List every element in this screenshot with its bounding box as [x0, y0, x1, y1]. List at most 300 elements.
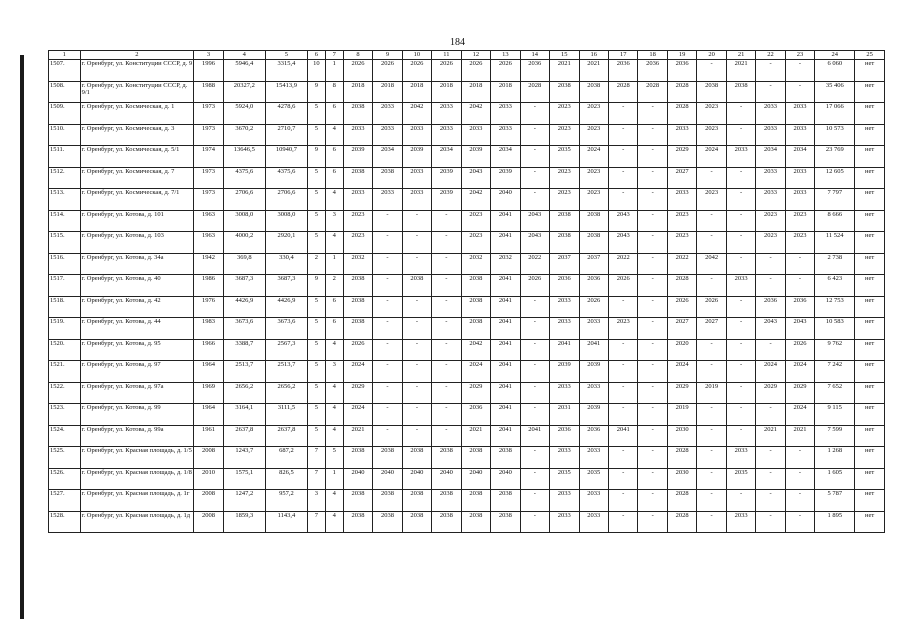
data-cell: 2018 [373, 81, 402, 103]
data-cell: 2026 [373, 60, 402, 82]
data-cell: 5 [307, 318, 325, 340]
data-cell: 2038 [402, 275, 431, 297]
data-cell: 687,2 [265, 447, 307, 469]
data-cell: 7 [307, 468, 325, 490]
data-cell: 2038 [432, 447, 461, 469]
data-cell: 2028 [667, 103, 696, 125]
data-cell: - [520, 490, 549, 512]
data-cell: 2018 [491, 81, 520, 103]
data-cell: - [520, 339, 549, 361]
data-cell: 4 [325, 425, 343, 447]
data-cell: 2018 [402, 81, 431, 103]
table-row [49, 490, 885, 512]
data-cell: 2043 [520, 210, 549, 232]
data-cell: 2024 [461, 361, 490, 383]
data-cell: 1143,4 [265, 511, 307, 533]
data-cell: 2024 [697, 146, 726, 168]
data-cell: 2029 [461, 382, 490, 404]
data-cell: 3008,0 [265, 210, 307, 232]
data-cell: 2008 [194, 511, 223, 533]
data-cell: - [432, 404, 461, 426]
data-cell: 4278,6 [265, 103, 307, 125]
data-cell: 2023 [697, 103, 726, 125]
data-cell: 2033 [726, 447, 755, 469]
data-cell: 2038 [726, 81, 755, 103]
data-cell: 2019 [667, 404, 696, 426]
data-cell: - [520, 447, 549, 469]
data-cell: 1973 [194, 124, 223, 146]
column-header-cell: 10 [402, 51, 431, 60]
data-cell: 2042 [697, 253, 726, 275]
data-cell: - [726, 425, 755, 447]
data-cell: - [726, 253, 755, 275]
column-header-cell: 1 [49, 51, 81, 60]
housing-register-table [48, 50, 885, 533]
data-cell: - [608, 339, 637, 361]
data-cell: 2036 [785, 296, 814, 318]
row-number-cell: 1518. [49, 296, 81, 318]
data-cell: 2021 [756, 425, 785, 447]
data-cell: 2024 [579, 146, 608, 168]
data-cell: 2023 [667, 232, 696, 254]
data-cell: - [402, 361, 431, 383]
data-cell: 2038 [402, 447, 431, 469]
data-cell: 1966 [194, 339, 223, 361]
data-cell: 2033 [785, 167, 814, 189]
data-cell: 2038 [402, 511, 431, 533]
data-cell: - [373, 361, 402, 383]
data-cell: 2023 [343, 210, 372, 232]
data-cell: - [697, 210, 726, 232]
data-cell: 7 599 [815, 425, 855, 447]
data-cell: 2024 [756, 361, 785, 383]
data-cell: 2038 [461, 275, 490, 297]
data-cell: 2033 [432, 124, 461, 146]
data-cell: - [638, 146, 667, 168]
column-header-cell: 3 [194, 51, 223, 60]
column-header-cell: 9 [373, 51, 402, 60]
data-cell: 330,4 [265, 253, 307, 275]
data-cell: 7 [307, 447, 325, 469]
data-cell: 2041 [491, 339, 520, 361]
data-cell: 2021 [785, 425, 814, 447]
data-cell: 6 [325, 167, 343, 189]
address-cell: г. Оренбург, ул. Котова, д. 42 [80, 296, 194, 318]
data-cell: 12 753 [815, 296, 855, 318]
data-cell: 2038 [343, 447, 372, 469]
column-header-cell: 16 [579, 51, 608, 60]
data-cell: - [638, 189, 667, 211]
data-cell: 3687,3 [223, 275, 265, 297]
data-cell: 2027 [667, 167, 696, 189]
data-cell: 2019 [697, 382, 726, 404]
data-cell: 2920,1 [265, 232, 307, 254]
data-cell: 2042 [461, 103, 490, 125]
data-cell: 5 787 [815, 490, 855, 512]
data-cell: 4426,9 [265, 296, 307, 318]
data-cell: - [520, 296, 549, 318]
data-cell: 2022 [520, 253, 549, 275]
data-cell: - [608, 511, 637, 533]
data-cell: - [402, 210, 431, 232]
data-cell: 2 738 [815, 253, 855, 275]
data-cell: 2033 [373, 189, 402, 211]
data-cell: - [697, 425, 726, 447]
data-cell: 2038 [343, 318, 372, 340]
data-cell: - [638, 425, 667, 447]
data-cell: 2024 [785, 361, 814, 383]
data-cell: - [520, 511, 549, 533]
row-number-cell: 1514. [49, 210, 81, 232]
data-cell: 2033 [667, 124, 696, 146]
data-cell: - [785, 275, 814, 297]
row-number-cell: 1510. [49, 124, 81, 146]
data-cell: 2031 [550, 404, 579, 426]
data-cell: - [785, 81, 814, 103]
data-cell: 2033 [373, 103, 402, 125]
data-cell: 7 [307, 511, 325, 533]
data-cell: - [726, 296, 755, 318]
data-cell: 2038 [343, 490, 372, 512]
data-cell: - [726, 339, 755, 361]
data-cell: 1 [325, 253, 343, 275]
data-cell: - [373, 382, 402, 404]
column-header-cell: 20 [697, 51, 726, 60]
address-cell: г. Оренбург, ул. Котова, д. 95 [80, 339, 194, 361]
data-cell: 2023 [550, 167, 579, 189]
data-cell: 2033 [667, 189, 696, 211]
table-row [49, 425, 885, 447]
data-cell: - [432, 318, 461, 340]
table-row [49, 210, 885, 232]
data-cell: 1 895 [815, 511, 855, 533]
data-cell: 3687,3 [265, 275, 307, 297]
data-cell: 2041 [491, 318, 520, 340]
data-cell: 4 [325, 404, 343, 426]
data-cell: 2018 [461, 81, 490, 103]
data-cell: - [402, 296, 431, 318]
data-cell: 2010 [194, 468, 223, 490]
data-cell: 2041 [520, 425, 549, 447]
data-cell: - [756, 60, 785, 82]
data-cell: 11 524 [815, 232, 855, 254]
data-cell: 2038 [697, 81, 726, 103]
data-cell: 2637,8 [223, 425, 265, 447]
data-cell: - [520, 382, 549, 404]
data-cell: 2029 [667, 146, 696, 168]
data-cell: - [726, 361, 755, 383]
data-cell: - [697, 404, 726, 426]
data-cell: 1859,3 [223, 511, 265, 533]
data-cell: 2033 [550, 447, 579, 469]
data-cell: 1575,1 [223, 468, 265, 490]
data-cell: 2023 [461, 232, 490, 254]
data-cell: 10 [307, 60, 325, 82]
data-cell: 2513,7 [223, 361, 265, 383]
data-cell: 2033 [785, 103, 814, 125]
table-row [49, 189, 885, 211]
data-cell: 2033 [579, 382, 608, 404]
data-cell: 2028 [667, 511, 696, 533]
data-cell: - [608, 468, 637, 490]
data-cell: нет [855, 275, 885, 297]
data-cell: 2033 [550, 296, 579, 318]
data-cell: 7 652 [815, 382, 855, 404]
data-cell: 5 [307, 232, 325, 254]
data-cell: 2033 [461, 124, 490, 146]
data-cell: 2038 [343, 167, 372, 189]
data-cell: 2033 [432, 103, 461, 125]
data-cell: 2036 [461, 404, 490, 426]
column-header-cell: 17 [608, 51, 637, 60]
address-cell: г. Оренбург, ул. Красная площадь, д. 1г [80, 490, 194, 512]
column-header-cell: 21 [726, 51, 755, 60]
data-cell: 1973 [194, 103, 223, 125]
data-cell: 4 [325, 511, 343, 533]
data-cell: - [373, 253, 402, 275]
column-header-cell: 14 [520, 51, 549, 60]
data-cell: 1 [325, 468, 343, 490]
data-cell: - [432, 253, 461, 275]
data-cell: - [432, 296, 461, 318]
data-cell: 9 [307, 146, 325, 168]
column-header-cell: 19 [667, 51, 696, 60]
data-cell: 4 [325, 232, 343, 254]
row-number-cell: 1508. [49, 81, 81, 103]
data-cell: 5 [307, 425, 325, 447]
data-cell: 2033 [756, 103, 785, 125]
data-cell: - [520, 124, 549, 146]
data-cell: - [756, 81, 785, 103]
address-cell: г. Оренбург, ул. Космическая, д. 3 [80, 124, 194, 146]
data-cell: 2038 [373, 447, 402, 469]
data-cell: - [520, 146, 549, 168]
data-cell: 369,8 [223, 253, 265, 275]
column-header-cell: 24 [815, 51, 855, 60]
data-cell: 2029 [785, 382, 814, 404]
data-cell: 2041 [491, 232, 520, 254]
data-cell: 5 [307, 382, 325, 404]
data-cell: 2027 [697, 318, 726, 340]
data-cell: 2033 [491, 124, 520, 146]
data-cell: 3 [325, 210, 343, 232]
data-cell: 2023 [697, 189, 726, 211]
data-cell: 2040 [461, 468, 490, 490]
data-cell: 2038 [579, 210, 608, 232]
data-cell: - [638, 167, 667, 189]
data-cell: 2030 [667, 425, 696, 447]
data-cell: нет [855, 103, 885, 125]
data-cell: 2038 [373, 167, 402, 189]
data-cell: 2656,2 [265, 382, 307, 404]
data-cell: 2038 [373, 511, 402, 533]
table-row [49, 167, 885, 189]
data-cell: 5 [307, 189, 325, 211]
data-cell: нет [855, 425, 885, 447]
data-cell: нет [855, 60, 885, 82]
data-cell: 2023 [667, 210, 696, 232]
table-row [49, 146, 885, 168]
column-header-cell: 23 [785, 51, 814, 60]
address-cell: г. Оренбург, ул. Котова, д. 97а [80, 382, 194, 404]
row-number-cell: 1519. [49, 318, 81, 340]
data-cell: нет [855, 511, 885, 533]
data-cell: 2043 [608, 210, 637, 232]
data-cell: - [785, 468, 814, 490]
data-cell: - [726, 103, 755, 125]
data-cell: 2026 [491, 60, 520, 82]
data-cell: 3164,1 [223, 404, 265, 426]
address-cell: г. Оренбург, ул. Котова, д. 101 [80, 210, 194, 232]
data-cell: 2036 [550, 275, 579, 297]
column-header-cell: 11 [432, 51, 461, 60]
address-cell: г. Оренбург, ул. Космическая, д. 7 [80, 167, 194, 189]
data-cell: - [697, 339, 726, 361]
data-cell: - [520, 404, 549, 426]
table-row [49, 60, 885, 82]
data-cell: 4 [325, 490, 343, 512]
data-cell: - [638, 124, 667, 146]
data-cell: 2038 [461, 296, 490, 318]
data-cell: - [638, 511, 667, 533]
data-cell: 2034 [491, 146, 520, 168]
data-cell: 6 423 [815, 275, 855, 297]
data-cell: 2029 [667, 382, 696, 404]
data-cell: 7 242 [815, 361, 855, 383]
data-cell: 2038 [373, 490, 402, 512]
data-cell: 2038 [579, 232, 608, 254]
table-row [49, 296, 885, 318]
row-number-cell: 1525. [49, 447, 81, 469]
table-row [49, 232, 885, 254]
data-cell: 5924,0 [223, 103, 265, 125]
row-number-cell: 1511. [49, 146, 81, 168]
data-cell: 2036 [756, 296, 785, 318]
data-cell: 2038 [550, 81, 579, 103]
data-cell: 2029 [756, 382, 785, 404]
data-cell: 2035 [726, 468, 755, 490]
table-row [49, 339, 885, 361]
column-header-cell: 18 [638, 51, 667, 60]
row-number-cell: 1509. [49, 103, 81, 125]
table-row [49, 318, 885, 340]
data-cell: - [402, 404, 431, 426]
data-cell: 2033 [550, 318, 579, 340]
data-cell: - [520, 189, 549, 211]
data-cell: 12 605 [815, 167, 855, 189]
data-cell: 2023 [697, 124, 726, 146]
data-cell: 1974 [194, 146, 223, 168]
data-cell: нет [855, 490, 885, 512]
data-cell: 2033 [550, 382, 579, 404]
data-cell: 2033 [785, 189, 814, 211]
address-cell: г. Оренбург, ул. Красная площадь, д. 1/8 [80, 468, 194, 490]
data-cell: 3673,6 [223, 318, 265, 340]
column-header-cell: 13 [491, 51, 520, 60]
row-number-cell: 1524. [49, 425, 81, 447]
row-number-cell: 1521. [49, 361, 81, 383]
data-cell: 2710,7 [265, 124, 307, 146]
address-cell: г. Оренбург, ул. Котова, д. 99а [80, 425, 194, 447]
data-cell: 5 [307, 103, 325, 125]
data-cell: - [697, 511, 726, 533]
data-cell: 2029 [343, 382, 372, 404]
data-cell: 2040 [491, 468, 520, 490]
column-header-cell: 7 [325, 51, 343, 60]
data-cell: 2040 [432, 468, 461, 490]
data-cell: 2026 [608, 275, 637, 297]
data-cell: 2033 [726, 275, 755, 297]
data-cell: 2038 [579, 81, 608, 103]
data-cell: 2036 [579, 425, 608, 447]
data-cell: - [402, 382, 431, 404]
column-header-cell: 6 [307, 51, 325, 60]
data-cell: - [697, 447, 726, 469]
data-cell: 3008,0 [223, 210, 265, 232]
data-cell: 5 [307, 404, 325, 426]
data-cell: 2034 [785, 146, 814, 168]
data-cell: - [638, 103, 667, 125]
data-cell: - [608, 296, 637, 318]
data-cell: 2039 [432, 189, 461, 211]
data-cell: 6 [325, 146, 343, 168]
data-cell: 2033 [343, 124, 372, 146]
data-cell: нет [855, 361, 885, 383]
data-cell: - [373, 275, 402, 297]
data-cell: 2038 [461, 490, 490, 512]
data-cell: 6 [325, 296, 343, 318]
table-row [49, 361, 885, 383]
data-cell: - [402, 318, 431, 340]
data-cell: 2035 [550, 468, 579, 490]
data-cell: 5946,4 [223, 60, 265, 82]
data-cell: 2028 [667, 447, 696, 469]
data-cell: 2038 [550, 232, 579, 254]
address-cell: г. Оренбург, ул. Конституции СССР, д. 9 [80, 60, 194, 82]
data-cell: 2028 [667, 275, 696, 297]
data-cell: 1973 [194, 189, 223, 211]
address-cell: г. Оренбург, ул. Котова, д. 97 [80, 361, 194, 383]
data-cell: 6 060 [815, 60, 855, 82]
column-header-cell: 12 [461, 51, 490, 60]
address-cell: г. Оренбург, ул. Космическая, д. 1 [80, 103, 194, 125]
data-cell: - [432, 232, 461, 254]
data-cell: 1973 [194, 167, 223, 189]
data-cell: - [432, 361, 461, 383]
column-header-cell: 15 [550, 51, 579, 60]
address-cell: г. Оренбург, ул. Котова, д. 99 [80, 404, 194, 426]
data-cell: 2039 [343, 146, 372, 168]
data-cell: 2038 [343, 103, 372, 125]
row-number-cell: 1528. [49, 511, 81, 533]
data-cell: 2041 [491, 382, 520, 404]
data-cell: 1243,7 [223, 447, 265, 469]
data-cell: 2040 [491, 189, 520, 211]
data-cell: нет [855, 232, 885, 254]
data-cell: 2039 [461, 146, 490, 168]
data-cell: 2039 [579, 361, 608, 383]
data-cell: 4426,9 [223, 296, 265, 318]
data-cell: 2033 [402, 124, 431, 146]
data-cell: 9 [307, 81, 325, 103]
data-cell: 2043 [461, 167, 490, 189]
data-cell: - [402, 253, 431, 275]
data-cell: 5 [307, 339, 325, 361]
data-cell: 2024 [343, 361, 372, 383]
data-cell: 4 [325, 382, 343, 404]
table-row [49, 275, 885, 297]
table-row [49, 511, 885, 533]
